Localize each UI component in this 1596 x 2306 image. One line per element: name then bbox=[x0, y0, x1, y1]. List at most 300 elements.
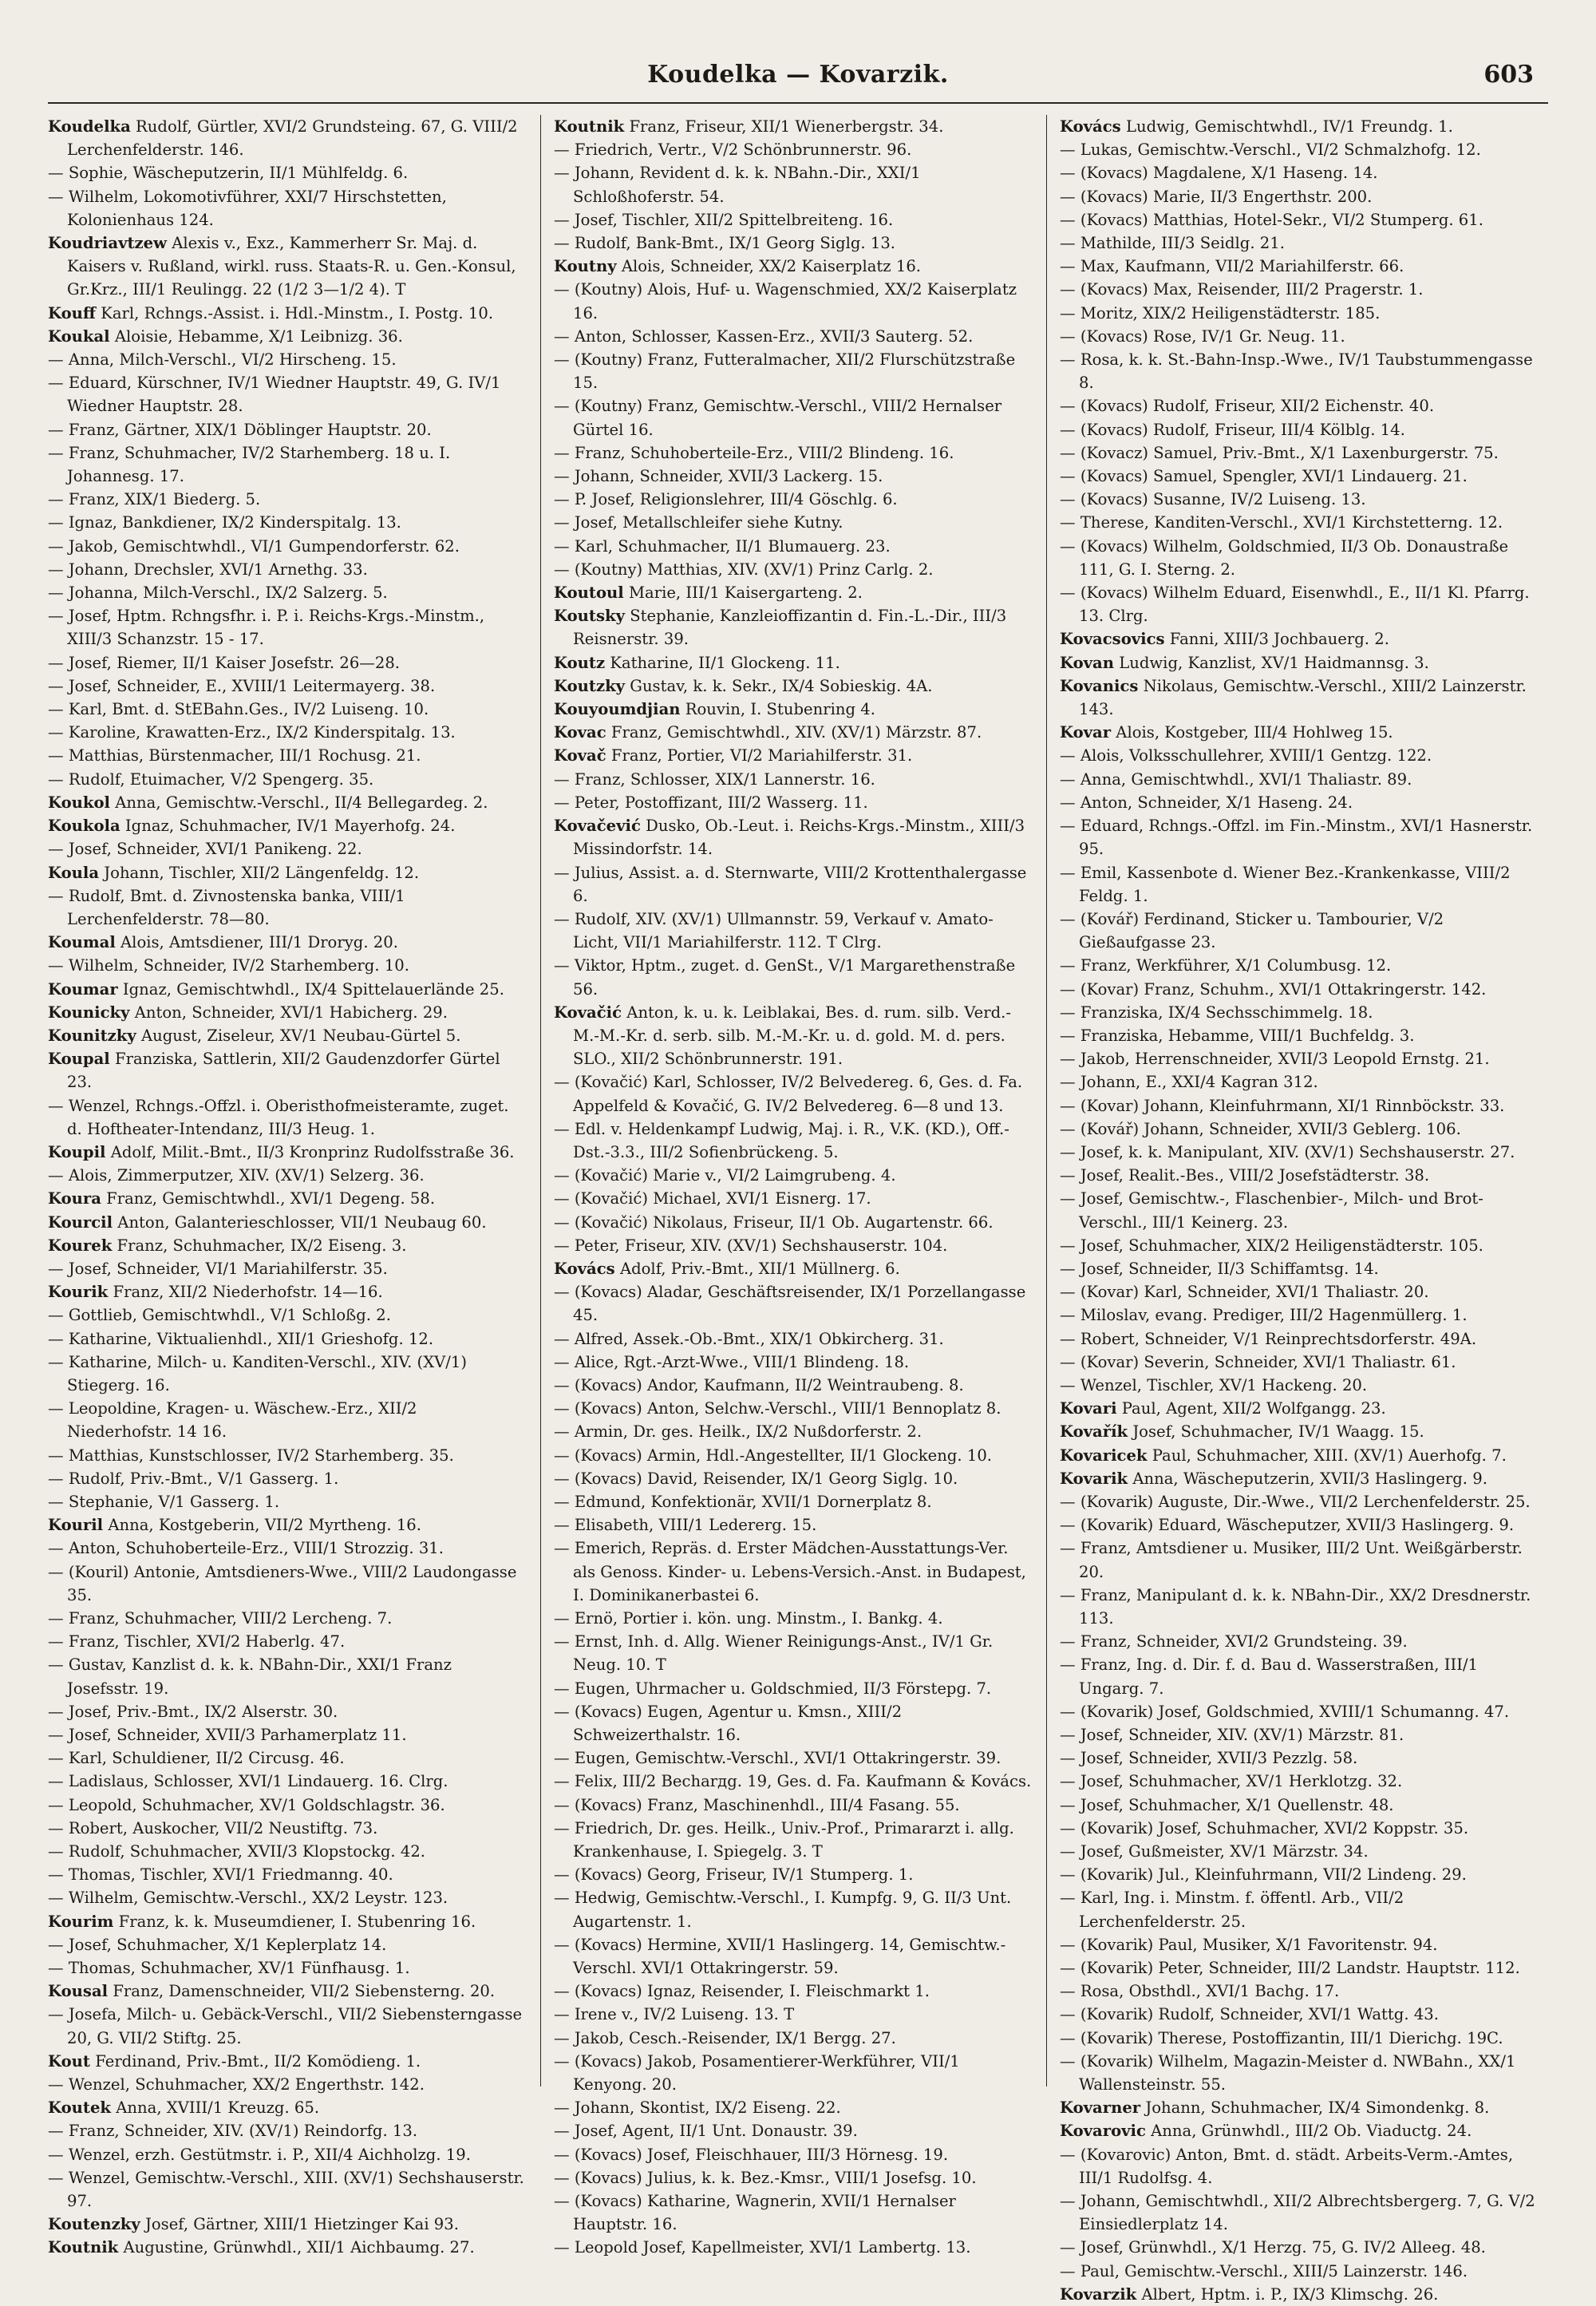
directory-entry bbox=[48, 604, 527, 651]
entry-details: — Eugen, Gemischtw.-Verschl., XVI/1 Ottakringerstr. 39. bbox=[554, 1749, 1001, 1768]
entry-details: — (Kovarik) Wilhelm, Magazin-Meister d. NWBahn., XX/1 Wallensteinstr. 55. bbox=[1060, 2051, 1516, 2094]
entry-surname: Koudriavtzew bbox=[48, 234, 167, 253]
directory-entry bbox=[1060, 2189, 1539, 2236]
directory-entry bbox=[554, 278, 1033, 324]
entry-details: — Ladislaus, Schlosser, XVI/1 Lindauerg. 16. Clrg. bbox=[48, 1772, 448, 1791]
entry-details: — Josef, Schneider, E., XVIII/1 Leitermayerg. 38. bbox=[48, 676, 436, 695]
entry-details: Dusko, Ob.-Leut. i. Reichs-Krgs.-Minstm., XIII/3 Missindorfstr. 14. bbox=[573, 817, 1025, 859]
directory-entry bbox=[48, 744, 527, 767]
directory-entry bbox=[554, 1117, 1033, 1164]
directory-entry bbox=[1060, 441, 1539, 465]
directory-entry bbox=[48, 1700, 527, 1723]
directory-entry bbox=[48, 325, 527, 348]
entry-details: — (Kovacs) Eugen, Agentur u. Kmsn., XIII/2 Schweizerthalstr. 16. bbox=[554, 1702, 903, 1745]
entry-details: — Wenzel, Gemischtw.-Verschl., XIII. (XV/1) Sechshauserstr. 97. bbox=[48, 2168, 524, 2211]
directory-entry bbox=[48, 1933, 527, 1956]
entry-details: — Robert, Schneider, V/1 Reinprechtsdorferstr. 49A. bbox=[1060, 1329, 1477, 1348]
entry-details: — Johann, Revident d. k. k. NBahn.-Dir., XXI/1 Schloßhoferstr. 54. bbox=[554, 164, 921, 206]
entry-details: — Rosa, k. k. St.-Bahn-Insp.-Wwe., IV/1 Taubstummengasse 8. bbox=[1060, 350, 1533, 393]
directory-entry bbox=[48, 861, 527, 884]
entry-details: — Edmund, Konfektionär, XVII/1 Dornerplatz 8. bbox=[554, 1492, 932, 1511]
entry-details: — Anna, Milch-Verschl., VI/2 Hirscheng. 15. bbox=[48, 350, 397, 370]
directory-entry bbox=[1060, 1653, 1539, 1699]
entry-details: Alois, Amtsdiener, III/1 Droryg. 20. bbox=[115, 933, 398, 952]
directory-entry bbox=[1060, 1770, 1539, 1793]
running-title: Koudelka — Kovarzik. bbox=[647, 61, 949, 89]
entry-details: — Jakob, Gemischtwhdl., VI/1 Gumpendorferstr. 62. bbox=[48, 536, 460, 556]
entry-details: Stephanie, Kanzleioffizantin d. Fin.-L.-Dir., III/3 Reisnerstr. 39. bbox=[573, 607, 1007, 649]
entry-details: — (Kovacs) David, Reisender, IX/1 Georg Siglg. 10. bbox=[554, 1469, 958, 1488]
directory-entry bbox=[554, 441, 1033, 465]
entry-details: Franz, Portier, VI/2 Mariahilferstr. 31. bbox=[606, 746, 913, 765]
entry-details: — Jakob, Herrenschneider, XVII/3 Leopold Ernstg. 21. bbox=[1060, 1050, 1490, 1069]
directory-entry bbox=[1060, 1490, 1539, 1513]
entry-details: — Gustav, Kanzlist d. k. k. NBahn-Dir., XXI/1 Franz Josefsstr. 19. bbox=[48, 1655, 452, 1698]
directory-entry bbox=[48, 1607, 527, 1630]
entry-details: — Peter, Friseur, XIV. (XV/1) Sechshauserstr. 104. bbox=[554, 1236, 948, 1255]
entry-details: Anna, Wäscheputzerin, XVII/3 Haslingerg. 9. bbox=[1128, 1469, 1487, 1488]
directory-entry bbox=[1060, 2050, 1539, 2096]
directory-entry bbox=[1060, 1070, 1539, 1094]
directory-entry bbox=[48, 1141, 527, 1164]
entry-details: — Josef, Schuhmacher, XV/1 Herklotzg. 32. bbox=[1060, 1772, 1403, 1791]
directory-entry bbox=[554, 581, 1033, 604]
entry-details: — (Koutny) Franz, Gemischtw.-Verschl., VIII/2 Hernalser Gürtel 16. bbox=[554, 397, 1002, 439]
entry-details: — Franz, Schuhmacher, VIII/2 Lercheng. 7. bbox=[48, 1609, 393, 1628]
entry-details: — Leopold, Schuhmacher, XV/1 Goldschlagstr. 36. bbox=[48, 1795, 445, 1814]
directory-entry bbox=[1060, 1956, 1539, 1980]
entry-details: Anna, Gemischtw.-Verschl., II/4 Bellegardeg. 2. bbox=[110, 793, 488, 812]
entry-details: — (Kovacs) Josef, Fleischhauer, III/3 Hörnesg. 19. bbox=[554, 2145, 949, 2164]
entry-details: — Rudolf, Bank-Bmt., IX/1 Georg Siglg. 13. bbox=[554, 234, 896, 253]
entry-details: — (Kovarik) Therese, Postoffizantin, III/1 Dierichg. 19C. bbox=[1060, 2028, 1503, 2047]
entry-details: Franz, XII/2 Niederhofstr. 14—16. bbox=[108, 1283, 383, 1302]
directory-entry bbox=[48, 1094, 527, 1141]
directory-entry bbox=[48, 1723, 527, 1746]
directory-entry bbox=[1060, 721, 1539, 744]
page-number: 603 bbox=[1483, 61, 1534, 89]
directory-entry bbox=[554, 1537, 1033, 1607]
entry-details: — Johann, E., XXI/4 Kagran 312. bbox=[1060, 1073, 1318, 1092]
entry-details: — Johann, Schneider, XVII/3 Lackerg. 15. bbox=[554, 467, 883, 486]
entry-surname: Kovarner bbox=[1060, 2098, 1141, 2118]
directory-entry bbox=[48, 2236, 527, 2259]
directory-entry bbox=[48, 558, 527, 581]
directory-entry bbox=[1060, 791, 1539, 814]
entry-surname: Kouril bbox=[48, 1516, 104, 1535]
entry-details: — Alois, Volksschullehrer, XVIII/1 Gentzg. 122. bbox=[1060, 746, 1432, 765]
entry-details: — Josef, Schneider, VI/1 Mariahilferstr. 35. bbox=[48, 1259, 388, 1278]
directory-entry bbox=[1060, 115, 1539, 138]
directory-entry bbox=[554, 604, 1033, 651]
directory-entry bbox=[554, 535, 1033, 558]
entry-details: — Katharine, Viktualienhdl., XII/1 Grieshofg. 12. bbox=[48, 1329, 434, 1348]
directory-entry bbox=[554, 138, 1033, 161]
directory-entry bbox=[1060, 861, 1539, 908]
directory-entry bbox=[554, 2143, 1033, 2166]
entry-details: — Miloslav, evang. Prediger, III/2 Hagenmüllerg. 1. bbox=[1060, 1306, 1468, 1325]
entry-details: — (Kovacs) Rudolf, Friseur, III/4 Kölblg. 14. bbox=[1060, 420, 1405, 439]
entry-details: Alois, Kostgeber, III/4 Hohlweg 15. bbox=[1111, 723, 1393, 742]
entry-details: — Felix, III/2 Becharдg. 19, Ges. d. Fa. Kaufmann & Kovács. bbox=[554, 1772, 1032, 1791]
entry-details: — Rudolf, XIV. (XV/1) Ullmannstr. 59, Verkauf v. Amato-Licht, VII/1 Mariahilferstr. 112. T Clrg. bbox=[554, 909, 994, 952]
directory-entry bbox=[48, 2143, 527, 2166]
directory-entry bbox=[554, 2189, 1033, 2236]
directory-entry bbox=[48, 1257, 527, 1280]
directory-entry bbox=[554, 488, 1033, 511]
directory-entry bbox=[48, 2096, 527, 2119]
entry-details: — Franz, Schneider, XIV. (XV/1) Reindorfg. 13. bbox=[48, 2122, 418, 2141]
directory-entry bbox=[554, 1444, 1033, 1467]
entry-details: Rudolf, Gürtler, XVI/2 Grundsteing. 67, G. VIII/2 Lerchenfelderstr. 146. bbox=[67, 117, 518, 160]
directory-entry bbox=[554, 208, 1033, 231]
directory-entry bbox=[1060, 814, 1539, 860]
entry-surname: Kovács bbox=[1060, 117, 1121, 136]
directory-entry bbox=[1060, 2260, 1539, 2283]
entry-details: — Matthias, Kunstschlosser, IV/2 Starhemberg. 35. bbox=[48, 1446, 454, 1465]
entry-details: Johann, Tischler, XII/2 Längenfeldg. 12. bbox=[99, 863, 420, 882]
entry-surname: Koutzky bbox=[554, 676, 626, 695]
directory-entry bbox=[1060, 208, 1539, 231]
directory-entry bbox=[48, 1653, 527, 1699]
entry-details: — Josef, Riemer, II/1 Kaiser Josefstr. 26—28. bbox=[48, 653, 401, 672]
entry-details: — Josef, Tischler, XII/2 Spittelbreiteng. 16. bbox=[554, 210, 894, 229]
directory-entry bbox=[48, 441, 527, 488]
entry-details: Adolf, Milit.-Bmt., II/3 Kronprinz Rudolfsstraße 36. bbox=[105, 1142, 515, 1161]
entry-details: — Josef, Metallschleifer siehe Kutny. bbox=[554, 513, 843, 532]
entry-details: Franz, Gemischtwhdl., XVI/1 Degeng. 58. bbox=[101, 1189, 436, 1208]
entry-details: — (Kovacs) Marie, II/3 Engerthstr. 200. bbox=[1060, 187, 1373, 206]
entry-surname: Koutoul bbox=[554, 583, 624, 603]
directory-entry bbox=[1060, 1630, 1539, 1653]
directory-entry bbox=[1060, 511, 1539, 534]
entry-details: — Katharine, Milch- u. Kanditen-Verschl., XIV. (XV/1) Stiegerg. 16. bbox=[48, 1352, 468, 1394]
entry-details: — (Kovacs) Ignaz, Reisender, I. Fleischmarkt 1. bbox=[554, 1982, 930, 2001]
entry-details: — (Kovacs) Anton, Selchw.-Verschl., VIII/1 Bennoplatz 8. bbox=[554, 1399, 1001, 1418]
entry-details: — Mathilde, III/3 Seidlg. 21. bbox=[1060, 234, 1285, 253]
directory-entry bbox=[48, 698, 527, 721]
directory-entry bbox=[48, 1794, 527, 1817]
entry-details: — Karl, Ing. i. Minstm. f. öffentl. Arb., VII/2 Lerchenfelderstr. 25. bbox=[1060, 1889, 1404, 1931]
directory-entry bbox=[1060, 1001, 1539, 1024]
entry-details: — Josef, Agent, II/1 Unt. Donaustr. 39. bbox=[554, 2122, 858, 2141]
entry-details: — (Kovacs) Max, Reisender, III/2 Pragerstr. 1. bbox=[1060, 280, 1424, 299]
entry-details: Anton, Schneider, XVI/1 Habicherg. 29. bbox=[129, 1003, 448, 1022]
entry-details: — (Kovacs) Hermine, XVII/1 Haslingerg. 14, Gemischtw.-Verschl. XVI/1 Ottakringerstr. 59. bbox=[554, 1935, 1006, 1978]
directory-entry bbox=[554, 161, 1033, 208]
directory-entry bbox=[48, 1956, 527, 1980]
entry-details: — (Kovarik) Peter, Schneider, III/2 Landstr. Hauptstr. 112. bbox=[1060, 1959, 1520, 1978]
directory-entry bbox=[1060, 1746, 1539, 1770]
entry-details: Franziska, Sattlerin, XII/2 Gaudenzdorfer Gürtel 23. bbox=[67, 1050, 500, 1092]
directory-entry bbox=[1060, 1094, 1539, 1117]
entry-details: — (Kovačić) Karl, Schlosser, IV/2 Belvedereg. 6, Ges. d. Fa. Appelfeld & Kovačić, G. IV/2 Belvedereg. 6—8 und 13. bbox=[554, 1073, 1023, 1115]
entry-surname: Kovarzik bbox=[1060, 2284, 1137, 2304]
column-1 bbox=[48, 115, 527, 2257]
entry-details: — Josef, k. k. Manipulant, XIV. (XV/1) Sechshauserstr. 27. bbox=[1060, 1142, 1515, 1161]
directory-entry bbox=[48, 2119, 527, 2142]
directory-entry bbox=[48, 651, 527, 674]
directory-entry bbox=[554, 1980, 1033, 2003]
directory-entry bbox=[554, 651, 1033, 674]
entry-details: — (Kovarik) Josef, Goldschmied, XVIII/1 Schumanng. 47. bbox=[1060, 1702, 1510, 1721]
entry-details: — (Kouril) Antonie, Amtsdieners-Wwe., VIII/2 Laudongasse 35. bbox=[48, 1562, 517, 1604]
directory-entry bbox=[1060, 1513, 1539, 1537]
entry-details: — Rudolf, Etuimacher, V/2 Spengerg. 35. bbox=[48, 769, 374, 789]
entry-details: — (Kovar) Severin, Schneider, XVI/1 Thaliastr. 61. bbox=[1060, 1352, 1456, 1371]
directory-entry bbox=[48, 1001, 527, 1024]
entry-details: — Karoline, Krawatten-Erz., IX/2 Kinderspitalg. 13. bbox=[48, 723, 456, 742]
directory-entry bbox=[48, 1560, 527, 1607]
entry-details: — Matthias, Bürstenmacher, III/1 Rochusg. 21. bbox=[48, 746, 421, 765]
directory-entry bbox=[554, 674, 1033, 698]
entry-details: — (Kovacs) Georg, Friseur, IV/1 Stumperg. 1. bbox=[554, 1865, 914, 1885]
directory-entry bbox=[48, 2073, 527, 2096]
directory-entry bbox=[1060, 418, 1539, 441]
entry-surname: Kout bbox=[48, 2051, 90, 2071]
entry-surname: Kovari bbox=[1060, 1399, 1117, 1418]
entry-details: — Sophie, Wäscheputzerin, II/1 Mühlfeldg. 6. bbox=[48, 164, 409, 183]
directory-entry bbox=[1060, 1257, 1539, 1280]
entry-details: — (Kovacs) Wilhelm, Goldschmied, II/3 Ob. Donaustraße 111, G. I. Sterng. 2. bbox=[1060, 536, 1509, 579]
directory-entry bbox=[1060, 1280, 1539, 1303]
entry-details: Albert, Hptm. i. P., IX/3 Klimschg. 26. bbox=[1136, 2284, 1439, 2304]
directory-entry bbox=[48, 231, 527, 302]
directory-entry bbox=[554, 1630, 1033, 1676]
entry-details: — Wenzel, Schuhmacher, XX/2 Engerthstr. 142. bbox=[48, 2075, 425, 2094]
entry-details: — Rudolf, Bmt. d. Zivnostenska banka, VIII/1 Lerchenfelderstr. 78—80. bbox=[48, 886, 405, 928]
column-divider bbox=[540, 115, 541, 2086]
directory-entry bbox=[554, 465, 1033, 488]
entry-details: — Franz, Amtsdiener u. Musiker, III/2 Unt. Weißgärberstr. 20. bbox=[1060, 1539, 1523, 1581]
entry-details: — Josef, Schneider, XVII/3 Parhamerplatz 11. bbox=[48, 1726, 407, 1745]
entry-surname: Koutny bbox=[554, 257, 617, 276]
directory-entry bbox=[554, 1886, 1033, 1932]
directory-entry bbox=[1060, 2027, 1539, 2050]
entry-details: — Emil, Kassenbote d. Wiener Bez.-Krankenkasse, VIII/2 Feldg. 1. bbox=[1060, 863, 1511, 905]
directory-entry bbox=[554, 255, 1033, 278]
entry-details: — Franz, XIX/1 Biederg. 5. bbox=[48, 490, 261, 509]
directory-entry bbox=[1060, 394, 1539, 417]
directory-entry bbox=[1060, 674, 1539, 721]
entry-details: — Josef, Schneider, XVII/3 Pezzlg. 58. bbox=[1060, 1749, 1358, 1768]
directory-entry bbox=[1060, 1117, 1539, 1141]
entry-details: — (Kovacs) Katharine, Wagnerin, XVII/1 Hernalser Hauptstr. 16. bbox=[554, 2192, 956, 2234]
directory-entry bbox=[1060, 1444, 1539, 1467]
entry-details: — Friedrich, Vertr., V/2 Schönbrunnerstr. 96. bbox=[554, 140, 912, 160]
entry-details: — Josef, Realit.-Bes., VIII/2 Josefstädterstr. 38. bbox=[1060, 1166, 1430, 1185]
directory-entry bbox=[48, 2050, 527, 2073]
entry-details: — Ignaz, Bankdiener, IX/2 Kinderspitalg. 13. bbox=[48, 513, 401, 532]
entry-surname: Kovács bbox=[554, 1259, 615, 1278]
entry-details: Franz, k. k. Museumdiener, I. Stubenring 16. bbox=[113, 1912, 476, 1931]
directory-entry bbox=[1060, 1584, 1539, 1630]
entry-details: — Josefa, Milch- u. Gebäck-Verschl., VII/2 Siebensterngasse 20, G. VII/2 Stiftg. 25. bbox=[48, 2005, 523, 2047]
directory-entry bbox=[48, 488, 527, 511]
entry-details: — (Kovarik) Josef, Schuhmacher, XVI/2 Koppstr. 35. bbox=[1060, 1818, 1469, 1837]
entry-surname: Kouff bbox=[48, 303, 96, 322]
directory-entry bbox=[554, 814, 1033, 860]
entry-details: — Stephanie, V/1 Gasserg. 1. bbox=[48, 1492, 280, 1511]
entry-surname: Koutz bbox=[554, 653, 606, 672]
directory-entry bbox=[48, 931, 527, 954]
entry-details: Alois, Schneider, XX/2 Kaiserplatz 16. bbox=[616, 257, 922, 276]
directory-entry bbox=[1060, 278, 1539, 301]
directory-entry bbox=[1060, 1047, 1539, 1070]
entry-details: Franz, Friseur, XII/1 Wienerbergstr. 34. bbox=[624, 117, 944, 136]
directory-entry bbox=[48, 1164, 527, 1187]
entry-details: Augustine, Grünwhdl., XII/1 Aichbaumg. 27. bbox=[118, 2238, 475, 2257]
directory-entry bbox=[1060, 954, 1539, 977]
directory-entry bbox=[48, 418, 527, 441]
directory-entry bbox=[554, 861, 1033, 908]
entry-details: — (Kovacs) Franz, Maschinenhdl., III/4 Fasang. 55. bbox=[554, 1795, 960, 1814]
entry-details: — Franz, Schuhmacher, IV/2 Starhemberg. 18 u. I. Johannesg. 17. bbox=[48, 443, 451, 486]
page-header bbox=[48, 56, 1548, 104]
entry-surname: Koumar bbox=[48, 979, 118, 999]
directory-entry bbox=[554, 744, 1033, 767]
entry-details: — Josef, Schuhmacher, X/1 Quellenstr. 48. bbox=[1060, 1795, 1394, 1814]
entry-details: Nikolaus, Gemischtw.-Verschl., XIII/2 Lainzerstr. 143. bbox=[1079, 676, 1527, 719]
entry-details: — (Kovář) Johann, Schneider, XVII/3 Geblerg. 106. bbox=[1060, 1119, 1461, 1138]
directory-entry bbox=[554, 394, 1033, 441]
directory-entry bbox=[1060, 627, 1539, 651]
entry-details: — Franz, Schneider, XVI/2 Grundsteing. 39. bbox=[1060, 1632, 1408, 1651]
entry-details: — (Kovačić) Marie v., VI/2 Laimgrubeng. 4. bbox=[554, 1166, 896, 1185]
entry-details: Anna, XVIII/1 Kreuzg. 65. bbox=[111, 2098, 320, 2118]
entry-details: — Johann, Skontist, IX/2 Eiseng. 22. bbox=[554, 2098, 841, 2118]
directory-entry bbox=[1060, 465, 1539, 488]
directory-entry bbox=[1060, 1327, 1539, 1351]
directory-entry bbox=[48, 1303, 527, 1327]
entry-details: — Ernö, Portier i. kön. ung. Minstm., I. Bankg. 4. bbox=[554, 1609, 943, 1628]
directory-entry bbox=[554, 1420, 1033, 1443]
entry-details: — Anton, Schlosser, Kassen-Erz., XVII/3 Sauterg. 52. bbox=[554, 326, 974, 346]
entry-surname: Koupal bbox=[48, 1050, 110, 1069]
entry-surname: Kovačić bbox=[554, 1003, 622, 1022]
directory-entry bbox=[48, 185, 527, 231]
entry-details: — Moritz, XIX/2 Heiligenstädterstr. 185. bbox=[1060, 303, 1381, 322]
header-rule bbox=[48, 102, 1548, 104]
entry-details: — (Kovarik) Auguste, Dir.-Wwe., VII/2 Lerchenfelderstr. 25. bbox=[1060, 1492, 1531, 1511]
directory-entry bbox=[1060, 2003, 1539, 2026]
entry-details: — Josef, Hptm. Rchngsfhr. i. P. i. Reichs-Krgs.-Minstm., XIII/3 Schanzstr. 15 - 17. bbox=[48, 607, 485, 649]
directory-entry bbox=[1060, 978, 1539, 1001]
entry-details: — Irene v., IV/2 Luiseng. 13. T bbox=[554, 2005, 795, 2024]
directory-entry bbox=[1060, 908, 1539, 954]
entry-details: — Leopold Josef, Kapellmeister, XVI/1 Lambertg. 13. bbox=[554, 2238, 971, 2257]
directory-entry bbox=[48, 1490, 527, 1513]
entry-details: Ignaz, Gemischtwhdl., IX/4 Spittelauerlände 25. bbox=[117, 979, 504, 999]
entry-details: — (Koutny) Matthias, XIV. (XV/1) Prinz Carlg. 2. bbox=[554, 560, 934, 579]
entry-details: — Franz, Schlosser, XIX/1 Lannerstr. 16. bbox=[554, 769, 875, 789]
directory-entry bbox=[554, 721, 1033, 744]
entry-details: — (Kovar) Johann, Kleinfuhrmann, XI/1 Rinnböckstr. 33. bbox=[1060, 1096, 1505, 1115]
directory-entry bbox=[1060, 1723, 1539, 1746]
entry-details: Alexis v., Exz., Kammerherr Sr. Maj. d. Kaisers v. Rußland, wirkl. russ. Staats-R. u. Gen.-Konsul, Gr.Krz., III/1 Reulingg. 22 (1/2 3—1/2 4). T bbox=[67, 234, 516, 299]
directory-entry bbox=[554, 1327, 1033, 1351]
directory-entry bbox=[554, 2050, 1033, 2096]
entry-surname: Kourcil bbox=[48, 1212, 113, 1232]
directory-entry bbox=[48, 837, 527, 860]
directory-entry bbox=[1060, 1234, 1539, 1257]
entry-surname: Kovar bbox=[1060, 723, 1112, 742]
entry-details: — Edl. v. Heldenkampf Ludwig, Maj. i. R., V.K. (KD.), Off.-Dst.-3.3., III/2 Sofienbrückeng. 5. bbox=[554, 1119, 1009, 1161]
column-3 bbox=[1060, 115, 1539, 2304]
entry-details: Ignaz, Schuhmacher, IV/1 Mayerhofg. 24. bbox=[120, 817, 456, 836]
directory-entry bbox=[1060, 1817, 1539, 1840]
entry-details: Anton, Galanterieschlosser, VII/1 Neubaug 60. bbox=[113, 1212, 487, 1232]
directory-entry bbox=[48, 978, 527, 1001]
directory-entry bbox=[48, 1467, 527, 1490]
directory-entry bbox=[1060, 1700, 1539, 1723]
entry-details: — Karl, Schuldiener, II/2 Circusg. 46. bbox=[48, 1749, 345, 1768]
directory-entry bbox=[48, 884, 527, 931]
directory-entry bbox=[48, 1327, 527, 1351]
directory-entry bbox=[1060, 744, 1539, 767]
column-2 bbox=[554, 115, 1033, 2257]
directory-entry bbox=[554, 908, 1033, 954]
directory-entry bbox=[1060, 651, 1539, 674]
entry-details: — Leopoldine, Kragen- u. Wäschew.-Erz., XII/2 Niederhofstr. 14 16. bbox=[48, 1399, 417, 1442]
entry-details: — Johann, Gemischtwhdl., XII/2 Albrechtsbergerg. 7, G. V/2 Einsiedlerplatz 14. bbox=[1060, 2192, 1535, 2234]
directory-entry bbox=[48, 1746, 527, 1770]
directory-entry bbox=[1060, 1980, 1539, 2003]
directory-entry bbox=[554, 1164, 1033, 1187]
entry-details: — Josef, Schneider, XVI/1 Panikeng. 22. bbox=[48, 840, 362, 859]
entry-surname: Kovan bbox=[1060, 653, 1114, 672]
entry-details: — Josef, Schneider, II/3 Schiffamtsg. 14. bbox=[1060, 1259, 1379, 1278]
directory-entry bbox=[1060, 488, 1539, 511]
entry-details: — Armin, Dr. ges. Heilk., IX/2 Nußdorferstr. 2. bbox=[554, 1422, 922, 1442]
entry-details: — Anton, Schneider, X/1 Haseng. 24. bbox=[1060, 793, 1353, 812]
directory-entry bbox=[554, 348, 1033, 394]
entry-details: — P. Josef, Religionslehrer, III/4 Göschlg. 6. bbox=[554, 490, 898, 509]
entry-details: — Ernst, Inh. d. Allg. Wiener Reinigungs-Anst., IV/1 Gr. Neug. 10. T bbox=[554, 1632, 994, 1675]
entry-details: Aloisie, Hebamme, X/1 Leibnizg. 36. bbox=[109, 326, 403, 346]
entry-details: Franz, Damenschneider, VII/2 Siebensterng. 20. bbox=[108, 1982, 496, 2001]
entry-details: Rouvin, I. Stubenring 4. bbox=[680, 700, 875, 719]
directory-entry bbox=[48, 1630, 527, 1653]
entry-details: — Alois, Zimmerputzer, XIV. (XV/1) Selzerg. 36. bbox=[48, 1166, 425, 1185]
entry-details: Franz, Gemischtwhdl., XIV. (XV/1) Märzstr. 87. bbox=[606, 723, 982, 742]
entry-details: Anna, Kostgeberin, VII/2 Myrtheng. 16. bbox=[103, 1516, 421, 1535]
entry-surname: Kourek bbox=[48, 1236, 113, 1255]
directory-entry bbox=[48, 1444, 527, 1467]
entry-details: Anton, k. u. k. Leiblakai, Bes. d. rum. silb. Verd.-M.-M.-Kr. d. serb. silb. M.-M.-Kr. u. d. gold. M. d. pers. SLO., XII/2 Schönbrunnerstr. 191. bbox=[573, 1003, 1012, 1069]
directory-entry bbox=[48, 674, 527, 698]
entry-details: — Rudolf, Schuhmacher, XVII/3 Klopstockg. 42. bbox=[48, 1842, 426, 1861]
entry-details: — Paul, Gemischtw.-Verschl., XIII/5 Lainzerstr. 146. bbox=[1060, 2261, 1468, 2280]
entry-details: — Karl, Schuhmacher, II/1 Blumauerg. 23. bbox=[554, 536, 891, 556]
directory-entry bbox=[1060, 1141, 1539, 1164]
directory-entry bbox=[1060, 1397, 1539, 1420]
entry-surname: Koutek bbox=[48, 2098, 112, 2118]
directory-entry bbox=[554, 1490, 1033, 1513]
entry-surname: Koutenzky bbox=[48, 2215, 140, 2234]
directory-entry bbox=[48, 1863, 527, 1886]
directory-entry bbox=[48, 1817, 527, 1840]
entry-details: — Anna, Gemischtwhdl., XVI/1 Thaliastr. 89. bbox=[1060, 769, 1412, 789]
entry-details: — Lukas, Gemischtw.-Verschl., VI/2 Schmalzhofg. 12. bbox=[1060, 140, 1481, 160]
entry-details: — (Kovacs) Aladar, Geschäftsreisender, IX/1 Porzellangasse 45. bbox=[554, 1283, 1026, 1325]
entry-surname: Koukola bbox=[48, 817, 120, 836]
directory-entry bbox=[48, 1280, 527, 1303]
entry-details: — Rosa, Obsthdl., XVI/1 Bachg. 17. bbox=[1060, 1982, 1340, 2001]
entry-details: Franz, Schuhmacher, IX/2 Eiseng. 3. bbox=[112, 1236, 407, 1255]
directory-entry bbox=[48, 1770, 527, 1793]
entry-details: — (Kovacs) Matthias, Hotel-Sekr., VI/2 Stumperg. 61. bbox=[1060, 210, 1483, 229]
